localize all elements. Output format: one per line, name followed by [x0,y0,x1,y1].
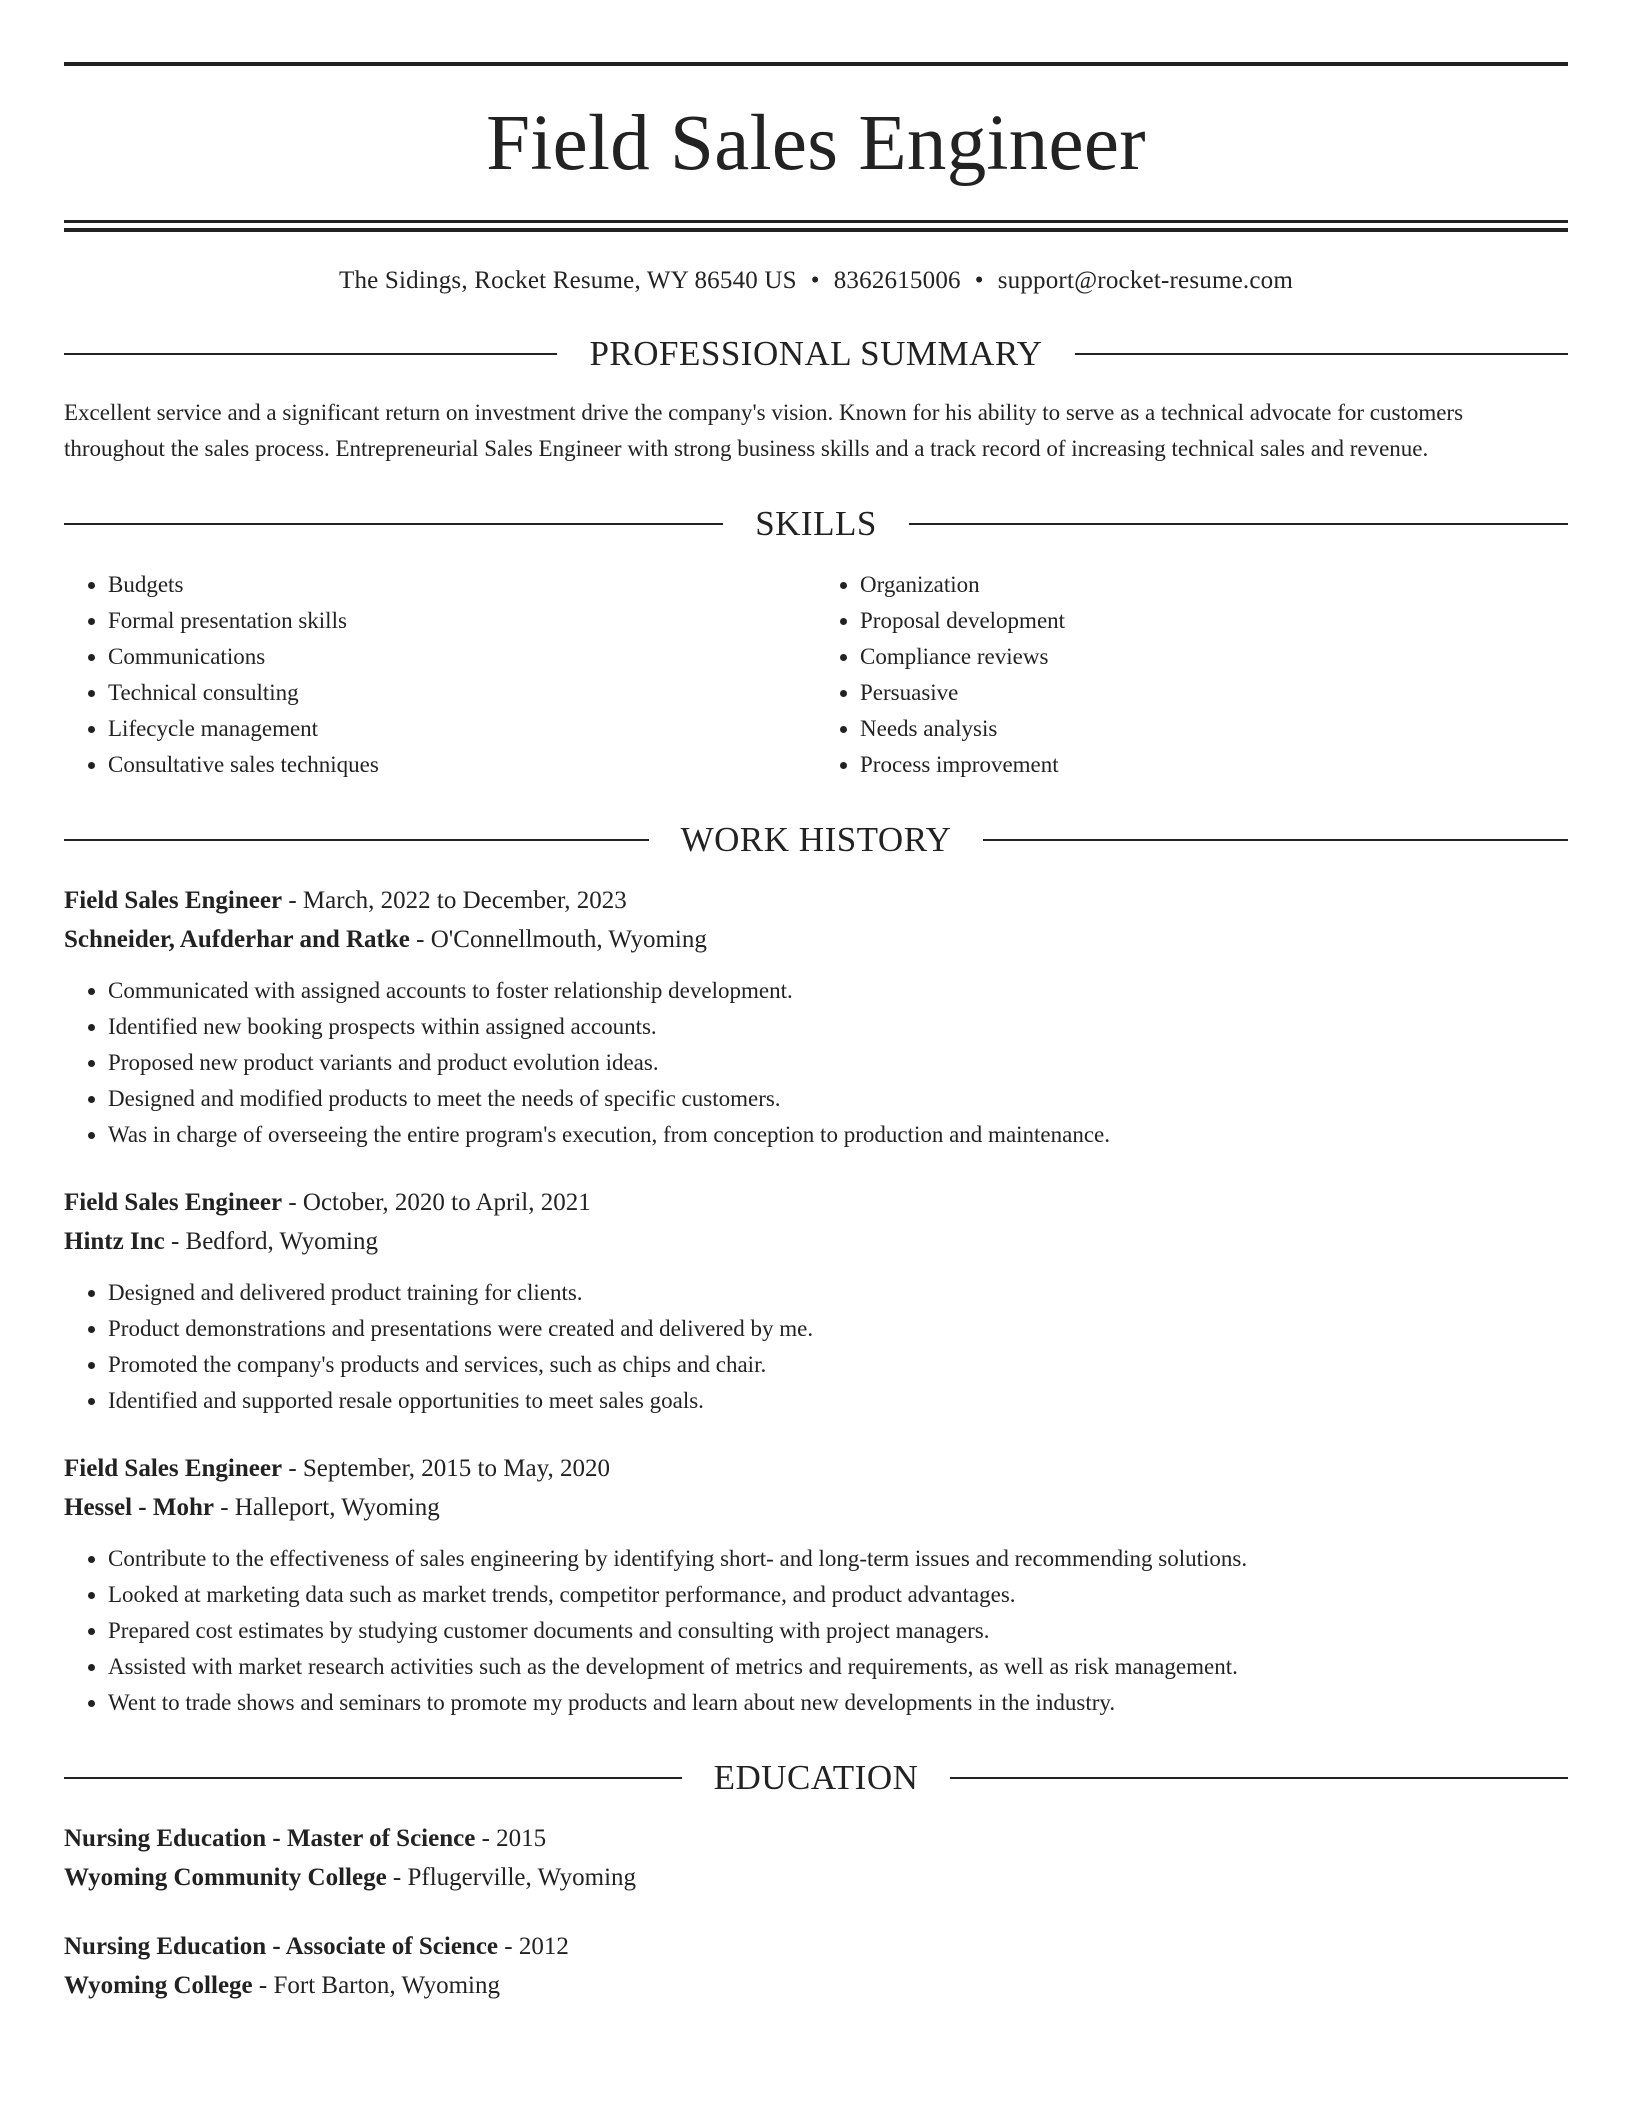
job-company: Hessel - Mohr [64,1494,214,1521]
skill-item: • Proposal development [860,603,1568,639]
job-bullet: • Went to trade shows and seminars to promote my products and learn about new developments in the industry. [108,1685,1568,1721]
job-location: - O'Connellmouth, Wyoming [409,926,707,953]
skill-item: • Formal presentation skills [108,603,816,639]
summary-heading [64,333,1568,375]
heading-rule-right [1075,353,1568,355]
summary-text: Excellent service and a significant return on investment drive the company's vision. Known for his ability to serve as a technical advocate for customers throughout the sales process. Entrepreneurial Sales Engineer with strong business skills and a track record of increasing technical sales and revenue. [64,400,1464,461]
job-bullet: • Communicated with assigned accounts to foster relationship development. [108,973,1568,1009]
education-school: Wyoming Community College [64,1864,387,1891]
job-bullet: • Identified new booking prospects within assigned accounts. [108,1009,1568,1045]
job-entry [64,1183,1568,1419]
job-bullet: • Identified and supported resale opportunities to meet sales goals. [108,1383,1568,1419]
job-title: Field Sales Engineer [64,1455,283,1482]
job-bullet: • Contribute to the effectiveness of sales engineering by identifying short- and long-term issues and recommending solutions. [108,1541,1568,1577]
contact-separator: • [974,267,984,294]
job-bullets [64,1275,1568,1419]
education-location: - Pflugerville, Wyoming [386,1864,637,1891]
job-bullet: • Prepared cost estimates by studying customer documents and consulting with project managers. [108,1613,1568,1649]
contact-line [64,265,1568,297]
education-degree: Nursing Education - Associate of Science [64,1933,499,1960]
job-dates: - March, 2022 to December, 2023 [282,887,627,914]
job-title-line [64,1449,1568,1488]
work-heading [64,819,1568,861]
skill-item: • Compliance reviews [860,639,1568,675]
education-heading-title: EDUCATION [713,1758,919,1797]
job-company-line [64,920,1568,959]
education-entry [64,1927,1568,2005]
job-title: Field Sales Engineer [64,887,283,914]
contact-separator: • [810,267,820,294]
heading-rule-left [64,353,557,355]
heading-rule-right [950,1777,1568,1779]
skill-item: • Lifecycle management [108,711,816,747]
double-rule [64,220,1568,232]
job-bullet: • Proposed new product variants and product evolution ideas. [108,1045,1568,1081]
skill-item: • Budgets [108,567,816,603]
job-entry [64,881,1568,1153]
skill-item: • Consultative sales techniques [108,747,816,783]
education-year: - 2012 [498,1933,569,1960]
skill-item: • Process improvement [860,747,1568,783]
job-bullet: • Looked at marketing data such as market trends, competitor performance, and product advantages. [108,1577,1568,1613]
job-bullet: • Product demonstrations and presentations were created and delivered by me. [108,1311,1568,1347]
job-company: Hintz Inc [64,1228,165,1255]
education-degree-line [64,1927,1568,1966]
job-dates: - October, 2020 to April, 2021 [282,1189,591,1216]
job-bullets [64,1541,1568,1721]
work-heading-title: WORK HISTORY [680,820,952,859]
education-school: Wyoming College [64,1972,253,1999]
summary-heading-title: PROFESSIONAL SUMMARY [589,334,1043,373]
job-title: Field Sales Engineer [64,1189,283,1216]
skills-heading [64,503,1568,545]
job-location: - Halleport, Wyoming [213,1494,440,1521]
job-dates: - September, 2015 to May, 2020 [282,1455,610,1482]
education-degree: Nursing Education - Master of Science [64,1825,476,1852]
job-bullet: • Promoted the company's products and services, such as chips and chair. [108,1347,1568,1383]
education-entry [64,1819,1568,1897]
job-bullet: • Designed and modified products to meet the needs of specific customers. [108,1081,1568,1117]
skills-list [64,567,1568,783]
education-school-line [64,1858,1568,1897]
education-school-line [64,1966,1568,2005]
resume-title: Field Sales Engineer [486,100,1146,187]
education-degree-line [64,1819,1568,1858]
heading-rule-right [909,523,1568,525]
job-title-line [64,1183,1568,1222]
education-year: - 2015 [475,1825,547,1852]
job-company: Schneider, Aufderhar and Ratke [64,926,410,953]
resume-page [64,0,1568,2005]
contact-phone: 8362615006 [833,267,961,294]
heading-rule-left [64,1777,682,1779]
job-title-line [64,881,1568,920]
skill-item: • Persuasive [860,675,1568,711]
skills-column-right [816,567,1568,783]
job-company-line [64,1488,1568,1527]
contact-email: support@rocket-resume.com [997,267,1293,294]
job-bullet: • Designed and delivered product training for clients. [108,1275,1568,1311]
job-location: - Bedford, Wyoming [164,1228,378,1255]
work-history [64,881,1568,1721]
heading-rule-left [64,523,723,525]
contact-address: The Sidings, Rocket Resume, WY 86540 US [339,267,797,294]
skills-column-left [64,567,816,783]
job-entry [64,1449,1568,1721]
job-bullet: • Assisted with market research activities such as the development of metrics and requirements, as well as risk management. [108,1649,1568,1685]
skills-heading-title: SKILLS [755,504,877,543]
top-rule [64,62,1568,66]
heading-rule-left [64,839,649,841]
job-bullets [64,973,1568,1153]
skill-item: • Organization [860,567,1568,603]
education-heading [64,1757,1568,1799]
job-bullet: • Was in charge of overseeing the entire program's execution, from conception to production and maintenance. [108,1117,1568,1153]
skill-item: • Technical consulting [108,675,816,711]
heading-rule-right [983,839,1568,841]
skill-item: • Communications [108,639,816,675]
skill-item: • Needs analysis [860,711,1568,747]
job-company-line [64,1222,1568,1261]
education-location: - Fort Barton, Wyoming [252,1972,500,1999]
